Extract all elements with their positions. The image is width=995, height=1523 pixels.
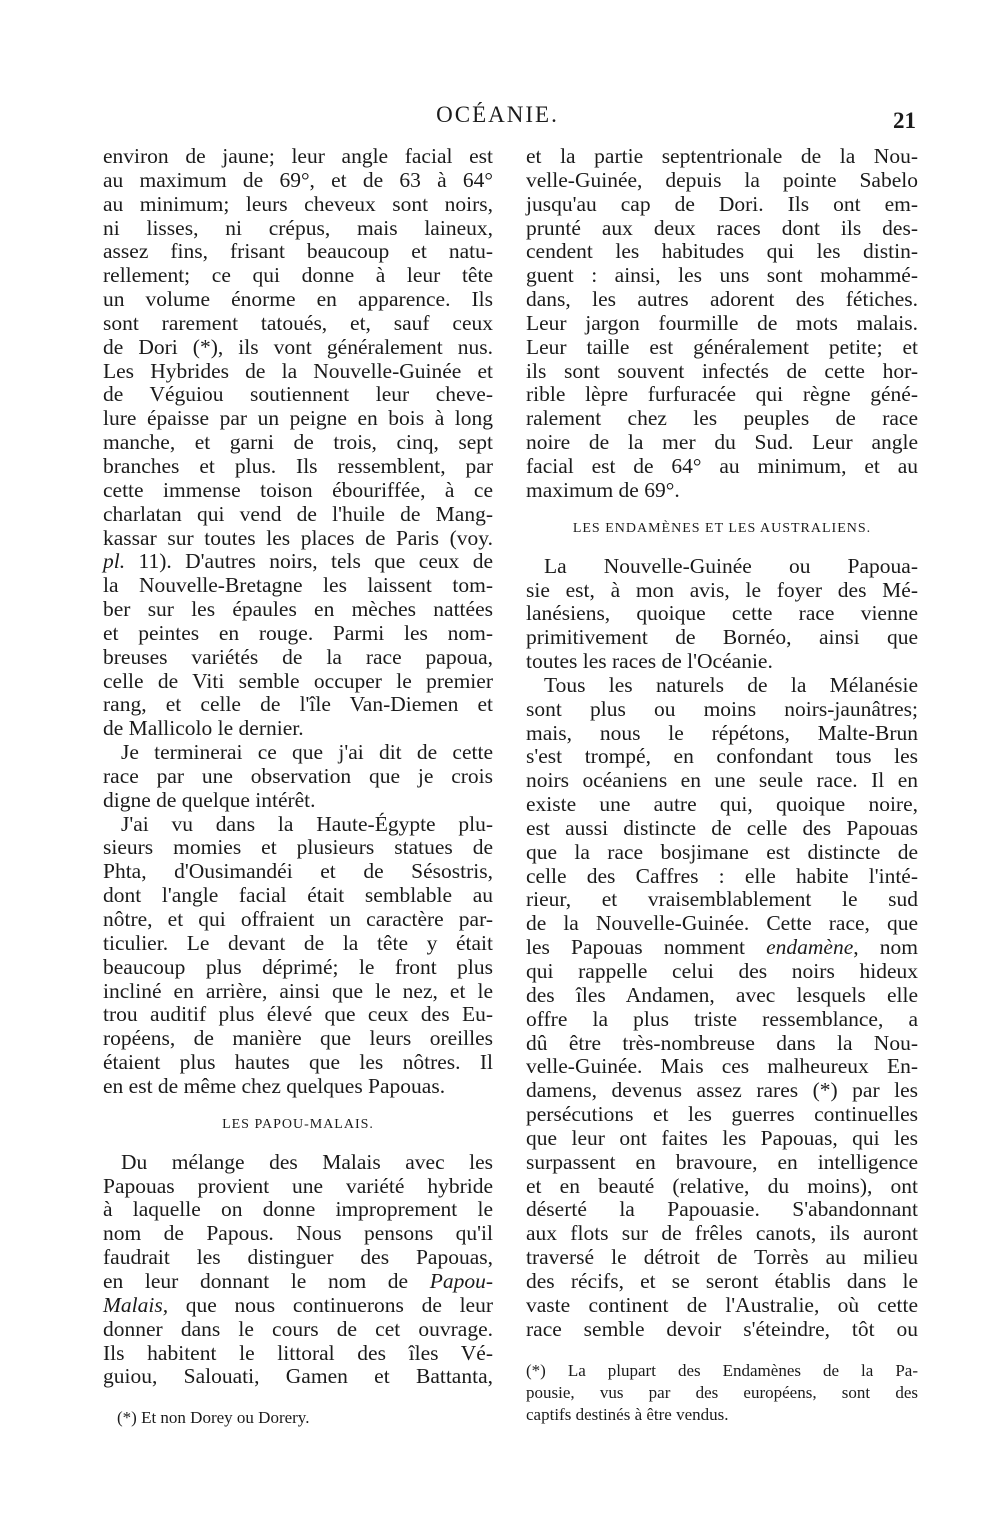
text-line: race semble devoir s'éteindre, tôt ou — [526, 1316, 918, 1341]
text-line: Je terminerai ce que j'ai dit de cette — [121, 740, 493, 765]
text-line: noirs océaniens en une seule race. Il en — [526, 768, 918, 793]
text-line: maximum de 69°. — [526, 477, 680, 502]
text-line: kassar sur toutes les places de Paris (voy. — [103, 525, 493, 550]
text-line: ropéens, de manière que leurs oreilles — [103, 1026, 493, 1051]
text-line: guent : ainsi, les uns sont mohammé- — [526, 263, 918, 288]
italic-text: pl. — [103, 549, 126, 574]
text-line: un volume énorme en apparence. Ils — [103, 287, 493, 312]
page-number: 21 — [893, 108, 916, 133]
text-line: nôtre, et qui offraient un caractère par- — [103, 907, 493, 931]
text-line — [526, 936, 918, 960]
text-line: ticulier. Le devant de la tête y était — [103, 930, 493, 955]
text-line: qui rappelle celui des noirs hideux — [526, 959, 918, 983]
text-line: Papouas provient une variété hybride — [103, 1173, 493, 1198]
paragraph — [526, 555, 918, 674]
text-line: ils sont souvent infectés de cette hor- — [526, 358, 918, 383]
text-line: au minimum; leurs cheveux sont noirs, — [103, 191, 493, 216]
text-line: rang, et celle de l'île Van-Diemen et — [103, 692, 493, 717]
text-line: rellement; ce qui donne à leur tête — [103, 263, 493, 288]
section-heading: LES PAPOU-MALAIS. — [222, 1116, 374, 1132]
text-line — [103, 1294, 493, 1318]
text-line: cette immense toison ébouriffée, à ce — [103, 477, 493, 502]
text-line: Ils habitent le littoral des îles Vé- — [103, 1340, 493, 1365]
text-line: (*) Et non Dorey ou Dorery. — [117, 1408, 310, 1428]
text-line: de Dori (*), ils vont généralement nus. — [103, 334, 493, 359]
text-line: J'ai vu dans la Haute-Égypte plu- — [121, 811, 493, 836]
text-line: charlatan qui vend de l'huile de Mang- — [103, 501, 493, 526]
text-line: velle-Guinée. Mais ces malheureux En- — [526, 1054, 918, 1079]
text-line: damens, devenus assez rares (*) par les — [526, 1078, 918, 1103]
text-line: Leur taille est généralement petite; et — [526, 334, 918, 359]
text-line: captifs destinés à être vendus. — [526, 1404, 729, 1424]
text-line: Du mélange des Malais avec les — [121, 1149, 493, 1174]
text-line: noire de la mer du Sud. Leur angle — [526, 430, 918, 455]
text-line: nom de Papous. Nous pensons qu'il — [103, 1221, 493, 1246]
text-line — [103, 1270, 493, 1294]
text-line: primitivement de Bornéo, ainsi que — [526, 625, 918, 650]
footnote — [103, 1407, 493, 1429]
text-line: ber sur les épaules en mèches nattées — [103, 597, 493, 622]
text-segment: 11). D'autres noirs, tels que ceux de — [125, 549, 493, 574]
running-title: OCÉANIE. — [436, 102, 559, 127]
text-line: (*) La plupart des Endamènes de la Pa- — [526, 1360, 918, 1380]
text-line: pousie, vus par des européens, sont des — [526, 1382, 918, 1402]
text-line: offre la plus triste ressemblance, a — [526, 1006, 918, 1031]
text-line: à laquelle on donne improprement le — [103, 1197, 493, 1222]
paragraph — [526, 145, 918, 503]
text-line: branches et plus. Ils ressemblent, par — [103, 453, 493, 478]
text-line: au maximum de 69°, et de 63 à 64° — [103, 167, 493, 192]
text-line: prunté aux deux races dont ils des- — [526, 215, 918, 240]
text-line: trou auditif plus élevé que ceux des Eu- — [103, 1002, 493, 1027]
text-line: de Véguiou soutiennent leur cheve- — [103, 382, 493, 407]
text-line: existe une autre qui, quoique noire, — [526, 792, 918, 817]
text-line: celle des Caffres : elle habite l'inté- — [526, 863, 918, 888]
text-line: environ de jaune; leur angle facial est — [103, 144, 493, 168]
text-line: traversé le détroit de Torrès au milieu — [526, 1245, 918, 1270]
text-line: étaient plus hautes que les nôtres. Il — [103, 1050, 493, 1075]
footnote — [526, 1360, 918, 1426]
text-line: donner dans le cours de cet ouvrage. — [103, 1316, 493, 1341]
text-segment: , nom — [853, 935, 918, 960]
text-line: guiou, Salouati, Gamen et Battanta, — [103, 1364, 493, 1389]
text-line: rible lèpre furfuracée qui règne géné- — [526, 382, 918, 407]
left-column — [103, 145, 493, 1429]
text-line: Leur jargon fourmille de mots malais. — [526, 310, 918, 335]
text-line: lure épaisse par un peigne en bois à long — [103, 406, 493, 431]
text-line: des récifs, et se seront établis dans le — [526, 1268, 918, 1293]
text-line: dont l'angle facial était semblable au — [103, 883, 493, 908]
text-line: La Nouvelle-Guinée ou Papoua- — [544, 553, 918, 578]
section-heading: LES ENDAMÈNES ET LES AUSTRALIENS. — [572, 520, 872, 536]
text-line: rieur, et vraisemblablement le sud — [526, 887, 918, 912]
text-line: sont plus ou moins noirs-jaunâtres; — [526, 696, 918, 721]
text-line: incliné en arrière, ainsi que le nez, et le — [103, 978, 493, 1003]
text-line: mais, nous le répétons, Malte-Brun — [526, 720, 918, 745]
text-segment: que nous continuerons de leur — [168, 1292, 493, 1317]
text-line: manche, et garni de trois, cinq, sept — [103, 430, 493, 455]
text-line: celle de Viti semble occuper le premier — [103, 668, 493, 693]
text-line — [103, 550, 493, 574]
text-line: est aussi distincte de celle des Papouas — [526, 815, 918, 840]
text-line: jusqu'au cap de Dori. Ils ont em- — [526, 191, 918, 216]
text-line: Les Hybrides de la Nouvelle-Guinée et — [103, 358, 493, 383]
text-line: faudrait les distinguer des Papouas, — [103, 1245, 493, 1270]
text-line: et la partie septentrionale de la Nou- — [526, 144, 918, 168]
text-line: que leur ont faites les Papouas, qui les — [526, 1125, 918, 1150]
text-line: vaste continent de l'Australie, où cette — [526, 1292, 918, 1317]
text-line: en est de même chez quelques Papouas. — [103, 1073, 446, 1098]
text-line: sont rarement tatoués, et, sauf ceux — [103, 310, 493, 335]
text-line: ralement chez les peuples de race — [526, 406, 918, 431]
text-line: s'est trompé, en confondant tous les — [526, 744, 918, 769]
italic-text: endamène — [766, 935, 854, 960]
text-line: race par une observation que je crois — [103, 763, 493, 788]
text-line: de Mallicolo le dernier. — [103, 716, 304, 741]
text-line: persécutions et les guerres continuelles — [526, 1102, 918, 1127]
text-line: surpassent en bravoure, en intelligence — [526, 1149, 918, 1174]
text-line: des îles Andamen, avec lesquels elle — [526, 982, 918, 1007]
paragraph — [103, 145, 493, 741]
paragraph — [526, 674, 918, 1342]
paragraph — [103, 813, 493, 1099]
text-line: que la race bosjimane est distincte de — [526, 839, 918, 864]
italic-text: Papou- — [429, 1268, 493, 1293]
right-column — [526, 145, 918, 1426]
paragraph — [103, 1151, 493, 1389]
text-line: et peintes en rouge. Parmi les nom- — [103, 620, 493, 645]
text-line: velle-Guinée, depuis la pointe Sabelo — [526, 167, 918, 192]
text-line: dans, les autres adorent des fétiches. — [526, 287, 918, 312]
text-line: cendent les habitudes qui les distin- — [526, 239, 918, 264]
text-line: beaucoup plus déprimé; le front plus — [103, 954, 493, 979]
text-line: Phta, d'Ousimandéi et de Sésostris, — [103, 859, 493, 884]
text-line: la Nouvelle-Bretagne les laissent tom- — [103, 573, 493, 598]
text-line: Tous les naturels de la Mélanésie — [544, 672, 918, 697]
paragraph — [103, 741, 493, 813]
text-line: sieurs momies et plusieurs statues de — [103, 835, 493, 860]
text-line: déserté la Papouasie. S'abandonnant — [526, 1197, 918, 1222]
text-line: sie est, à mon avis, le foyer des Mé- — [526, 577, 918, 602]
text-line: facial est de 64° au minimum, et au — [526, 453, 918, 478]
text-line: toutes les races de l'Océanie. — [526, 649, 773, 674]
text-line: et en beauté (relative, du moins), ont — [526, 1173, 918, 1198]
text-line: breuses variétés de la race papoua, — [103, 644, 493, 669]
text-line: ni lisses, ni crépus, mais laineux, — [103, 215, 493, 240]
text-line: de la Nouvelle-Guinée. Cette race, que — [526, 911, 918, 936]
text-line: lanésiens, quoique cette race vienne — [526, 601, 918, 626]
italic-text: Malais, — [103, 1292, 169, 1317]
text-line: assez fins, frisant beaucoup et natu- — [103, 239, 493, 264]
text-line: aux flots sur de frêles canots, ils auront — [526, 1221, 918, 1246]
text-line: dû être très-nombreuse dans la Nou- — [526, 1030, 918, 1055]
text-segment: en leur donnant le nom de — [103, 1268, 430, 1293]
text-segment: les Papouas nomment — [526, 935, 767, 960]
text-line: digne de quelque intérêt. — [103, 787, 316, 812]
